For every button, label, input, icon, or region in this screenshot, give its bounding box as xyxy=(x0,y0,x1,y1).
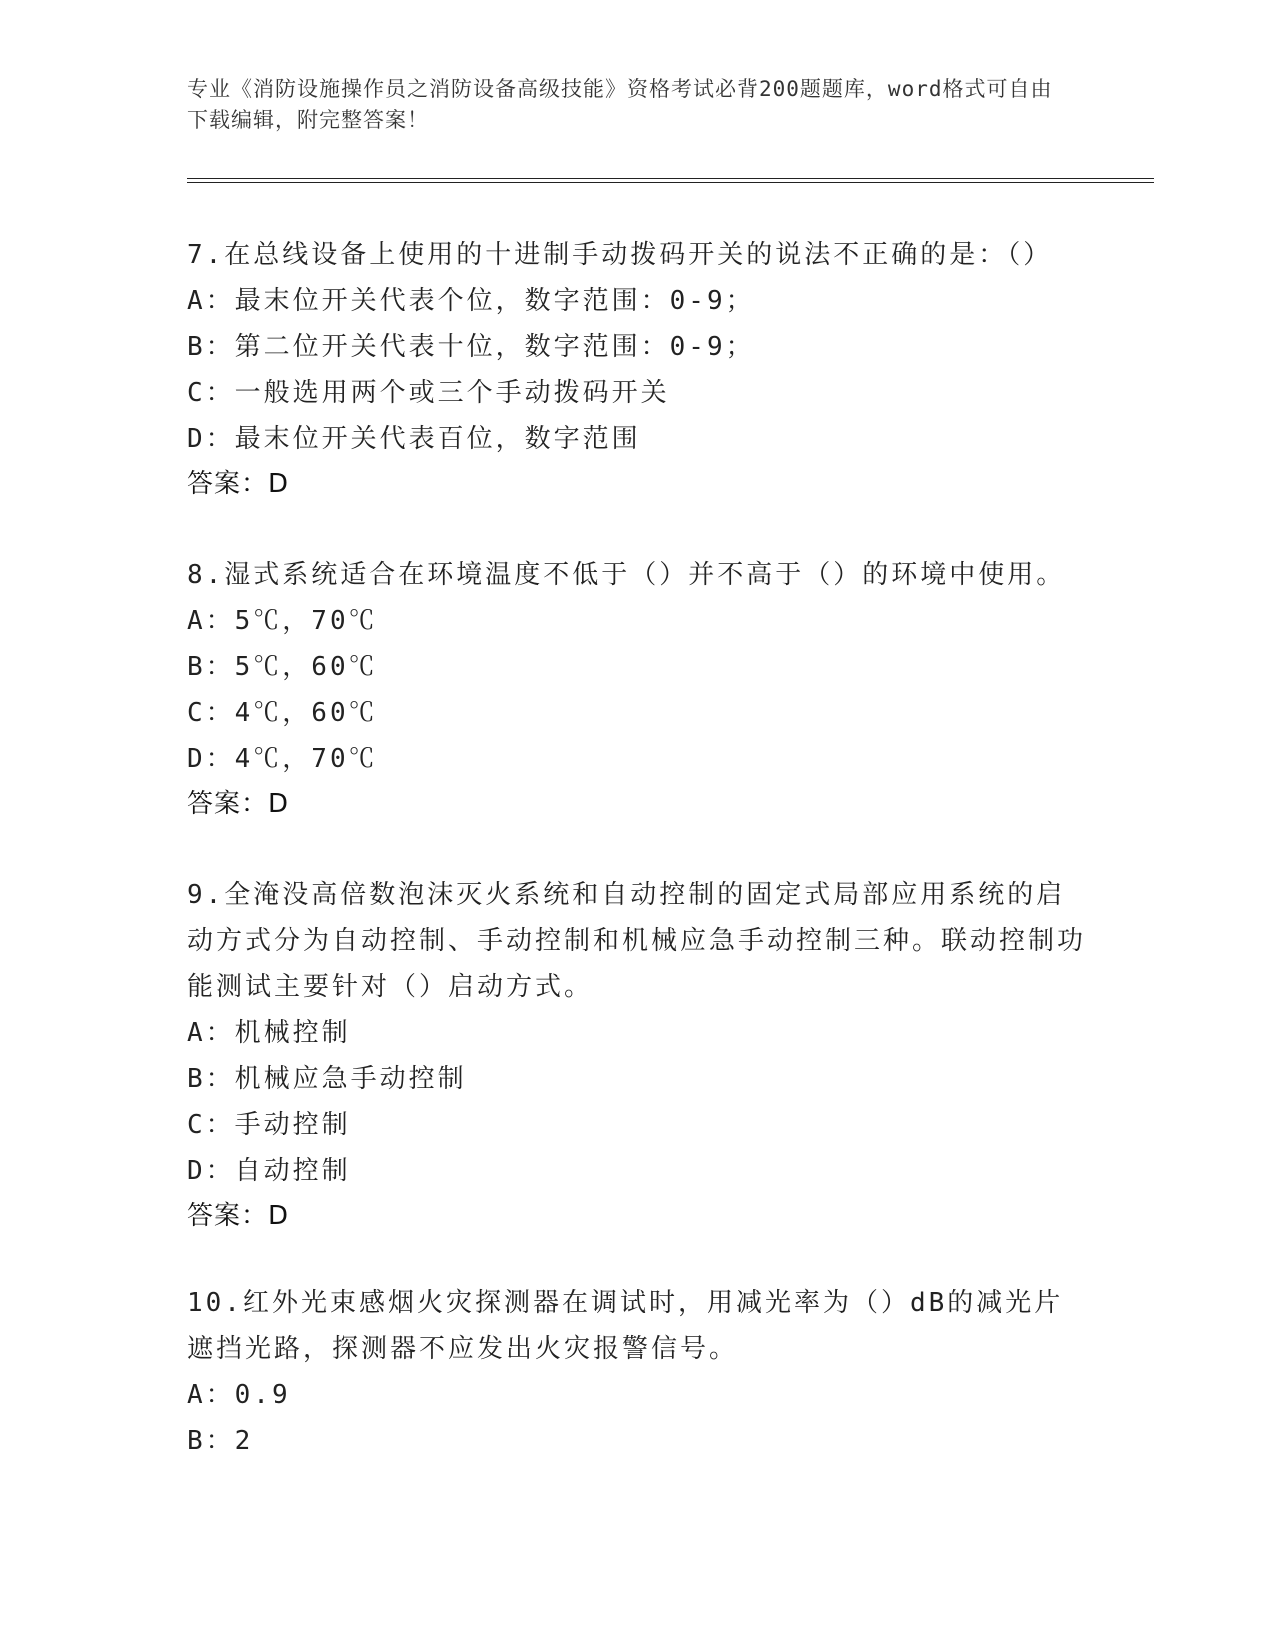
option-c: C：4℃，60℃ xyxy=(187,698,378,728)
question-7 xyxy=(187,232,1087,506)
option-b: B：2 xyxy=(187,1426,254,1456)
question-10 xyxy=(187,1280,1087,1464)
question-stem: 9.全淹没高倍数泡沫灭火系统和自动控制的固定式局部应用系统的启动方式分为自动控制、手动控制和机械应急手动控制三种。联动控制功能测试主要针对（）启动方式。 xyxy=(187,880,1087,1002)
document-header: 专业《消防设施操作员之消防设备高级技能》资格考试必背200题题库，word格式可自由下载编辑，附完整答案！ xyxy=(187,77,1053,132)
question-8 xyxy=(187,552,1087,826)
option-b: B：第二位开关代表十位，数字范围：0-9； xyxy=(187,332,755,362)
answer-line: 答案：D xyxy=(187,469,290,499)
question-9 xyxy=(187,872,1087,1238)
question-stem: 7.在总线设备上使用的十进制手动拨码开关的说法不正确的是：（） xyxy=(187,240,1053,270)
option-a: A：最末位开关代表个位，数字范围：0-9； xyxy=(187,286,755,316)
option-d: D：4℃，70℃ xyxy=(187,744,378,774)
header-divider-top xyxy=(187,178,1154,179)
option-c: C：一般选用两个或三个手动拨码开关 xyxy=(187,378,670,408)
option-b: B：机械应急手动控制 xyxy=(187,1064,467,1094)
option-c: C：手动控制 xyxy=(187,1110,351,1140)
option-d: D：最末位开关代表百位，数字范围 xyxy=(187,424,641,454)
option-d: D：自动控制 xyxy=(187,1156,351,1186)
question-stem: 8.湿式系统适合在环境温度不低于（）并不高于（）的环境中使用。 xyxy=(187,560,1066,590)
header-divider-bottom xyxy=(187,182,1154,183)
option-a: A：5℃，70℃ xyxy=(187,606,378,636)
answer-line: 答案：D xyxy=(187,1201,290,1231)
question-stem: 10.红外光束感烟火灾探测器在调试时，用减光率为（）dB的减光片遮挡光路，探测器不应发出火灾报警信号。 xyxy=(187,1288,1064,1364)
option-a: A：机械控制 xyxy=(187,1018,351,1048)
option-b: B：5℃，60℃ xyxy=(187,652,378,682)
answer-line: 答案：D xyxy=(187,789,290,819)
option-a: A：0.9 xyxy=(187,1380,291,1410)
